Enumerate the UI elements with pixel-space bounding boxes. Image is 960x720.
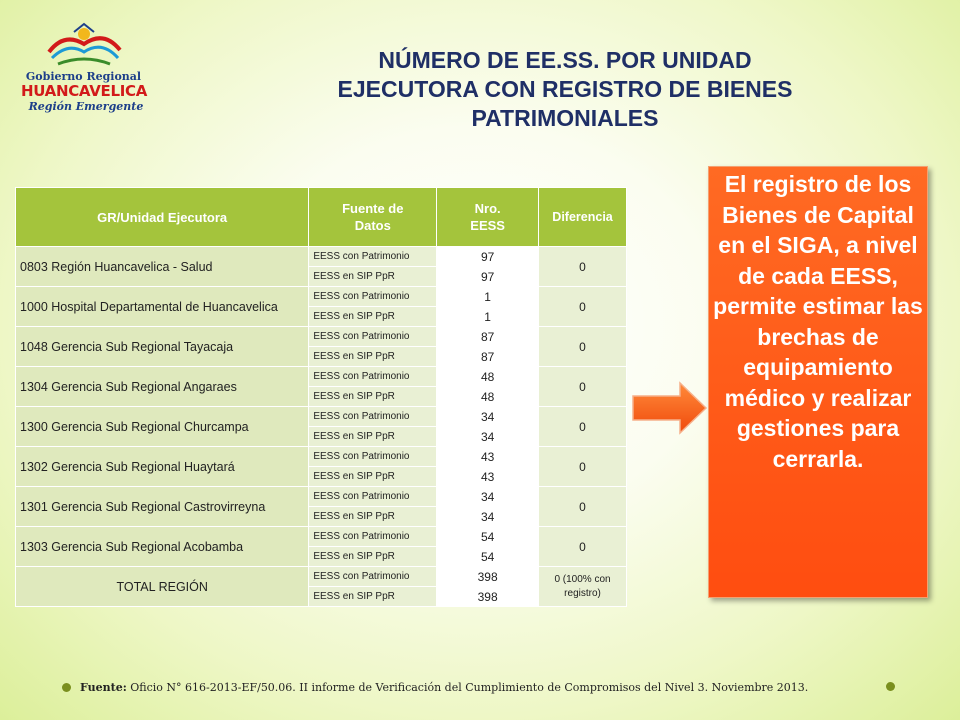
table-header-row [16, 188, 627, 247]
cell-unidad: 1301 Gerencia Sub Regional Castrovirreyna [16, 487, 309, 527]
logo-line3: Región Emergente [28, 100, 144, 113]
cell-fuente: EESS con Patrimonio [309, 367, 437, 387]
data-table [15, 187, 627, 607]
header-fuente-l2: Datos [354, 218, 391, 233]
cell-nro: 34 [437, 427, 539, 447]
cell-unidad: 1304 Gerencia Sub Regional Angaraes [16, 367, 309, 407]
header-diferencia: Diferencia [539, 188, 627, 247]
table-row [16, 487, 627, 507]
cell-nro: 97 [437, 247, 539, 267]
logo-emblem-icon [44, 22, 124, 70]
cell-fuente: EESS en SIP PpR [309, 387, 437, 407]
cell-fuente: EESS en SIP PpR [309, 427, 437, 447]
cell-diferencia: 0 [539, 487, 627, 527]
cell-fuente: EESS en SIP PpR [309, 587, 437, 607]
logo [14, 22, 149, 122]
cell-fuente: EESS con Patrimonio [309, 287, 437, 307]
cell-fuente: EESS con Patrimonio [309, 327, 437, 347]
cell-diferencia: 0 [539, 407, 627, 447]
table-total-row [16, 567, 627, 587]
footer-label: Fuente: [80, 681, 127, 694]
cell-fuente: EESS en SIP PpR [309, 507, 437, 527]
header-unidad: GR/Unidad Ejecutora [16, 188, 309, 247]
cell-nro: 48 [437, 387, 539, 407]
header-nro-l2: EESS [470, 218, 505, 233]
cell-fuente: EESS en SIP PpR [309, 467, 437, 487]
cell-nro: 87 [437, 327, 539, 347]
footer-bullet-left-icon [62, 683, 71, 692]
title-line3: PATRIMONIALES [471, 105, 659, 131]
table-row [16, 247, 627, 267]
table-row [16, 407, 627, 427]
cell-unidad: 1302 Gerencia Sub Regional Huaytará [16, 447, 309, 487]
cell-diferencia: 0 [539, 287, 627, 327]
header-fuente [309, 188, 437, 247]
header-fuente-l1: Fuente de [342, 201, 404, 216]
page-title [260, 46, 870, 133]
cell-diferencia: 0 [539, 247, 627, 287]
cell-nro: 43 [437, 467, 539, 487]
header-nro [437, 188, 539, 247]
title-line1: NÚMERO DE EE.SS. POR UNIDAD [378, 47, 752, 73]
cell-nro: 398 [437, 587, 539, 607]
cell-fuente: EESS en SIP PpR [309, 307, 437, 327]
footer-source [80, 680, 840, 695]
cell-unidad: 0803 Región Huancavelica - Salud [16, 247, 309, 287]
cell-nro: 54 [437, 527, 539, 547]
cell-unidad: 1000 Hospital Departamental de Huancavelica [16, 287, 309, 327]
cell-fuente: EESS con Patrimonio [309, 567, 437, 587]
title-line2: EJECUTORA CON REGISTRO DE BIENES [337, 76, 793, 102]
footer-bullet-right-icon [886, 682, 895, 691]
cell-nro: 1 [437, 307, 539, 327]
cell-fuente: EESS con Patrimonio [309, 447, 437, 467]
table-row [16, 367, 627, 387]
header-nro-l1: Nro. [474, 201, 501, 216]
table-row [16, 527, 627, 547]
cell-diferencia: 0 [539, 327, 627, 367]
cell-nro: 48 [437, 367, 539, 387]
cell-fuente: EESS en SIP PpR [309, 267, 437, 287]
cell-nro: 87 [437, 347, 539, 367]
table-row [16, 287, 627, 307]
cell-nro: 34 [437, 487, 539, 507]
table-row [16, 447, 627, 467]
right-arrow-icon [630, 380, 710, 436]
table-row [16, 327, 627, 347]
cell-diferencia: 0 [539, 367, 627, 407]
cell-fuente: EESS con Patrimonio [309, 407, 437, 427]
cell-nro: 398 [437, 567, 539, 587]
cell-nro: 54 [437, 547, 539, 567]
logo-line2: HUANCAVELICA [20, 82, 148, 100]
cell-nro: 34 [437, 407, 539, 427]
cell-fuente: EESS con Patrimonio [309, 527, 437, 547]
callout-box: El registro de los Bienes de Capital en el SIGA, a nivel de cada EESS, permite estimar las brechas de equipamiento médico y realizar gestiones para cerrarla. [708, 166, 928, 598]
cell-unidad: 1048 Gerencia Sub Regional Tayacaja [16, 327, 309, 367]
cell-fuente: EESS en SIP PpR [309, 347, 437, 367]
cell-total-label: TOTAL REGIÓN [16, 567, 309, 607]
cell-nro: 1 [437, 287, 539, 307]
cell-nro: 43 [437, 447, 539, 467]
cell-fuente: EESS en SIP PpR [309, 547, 437, 567]
cell-unidad: 1300 Gerencia Sub Regional Churcampa [16, 407, 309, 447]
cell-diferencia: 0 [539, 527, 627, 567]
cell-fuente: EESS con Patrimonio [309, 487, 437, 507]
cell-unidad: 1303 Gerencia Sub Regional Acobamba [16, 527, 309, 567]
cell-total-diferencia: 0 (100% con registro) [539, 567, 627, 607]
logo-line1: Gobierno Regional [25, 70, 142, 83]
cell-diferencia: 0 [539, 447, 627, 487]
cell-fuente: EESS con Patrimonio [309, 247, 437, 267]
cell-nro: 34 [437, 507, 539, 527]
cell-nro: 97 [437, 267, 539, 287]
footer-text: Oficio N° 616-2013-EF/50.06. II informe de Verificación del Cumplimiento de Compromisos del Nivel 3. Noviembre 2013. [126, 681, 809, 694]
